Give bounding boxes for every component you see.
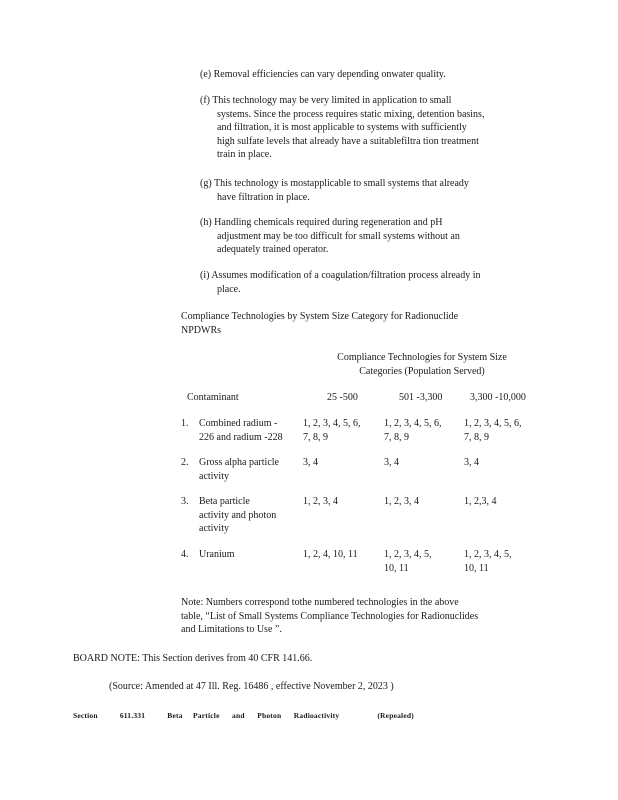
contaminant-name: Gross alpha particle activity bbox=[199, 457, 279, 482]
contaminant-name: Combined radium - 226 and radium -228 bbox=[199, 418, 283, 443]
col-header-25-500: 25 -500 bbox=[327, 392, 358, 403]
cell-3300-10000: 1, 2,3, 4 bbox=[464, 496, 497, 507]
cell-501-3300: 1, 2, 3, 4, 5, 10, 11 bbox=[384, 549, 432, 574]
note-f-line: train in place. bbox=[217, 149, 272, 160]
cell-501-3300: 1, 2, 3, 4 bbox=[384, 496, 419, 507]
col-header-contaminant: Contaminant bbox=[187, 392, 239, 403]
cell-501-3300: 3, 4 bbox=[384, 457, 399, 468]
note-i bbox=[200, 269, 480, 296]
cell-25-500: 1, 2, 3, 4, 5, 6, 7, 8, 9 bbox=[303, 418, 361, 443]
note-g-line: have filtration in place. bbox=[217, 191, 310, 203]
note-f-line: (f) This technology may be very limited in application to small bbox=[200, 95, 452, 106]
note-h-line: (h) Handling chemicals required during regeneration and pH bbox=[200, 217, 443, 228]
cell-3300-10000: 3, 4 bbox=[464, 457, 479, 468]
table-note: Note: Numbers correspond tothe numbered technologies in the above table, “List of Small Systems Compliance Technologies for Radionuclides and Limitations to Use ”. bbox=[181, 597, 479, 635]
section-label: Section bbox=[73, 711, 98, 720]
row-number: 3. bbox=[181, 496, 189, 507]
table-title: Compliance Technologies by System Size Category for Radionuclide NPDWRs bbox=[181, 311, 459, 336]
cell-501-3300: 1, 2, 3, 4, 5, 6, 7, 8, 9 bbox=[384, 418, 442, 443]
board-note: BOARD NOTE: This Section derives from 40 CFR 141.66. bbox=[73, 653, 313, 664]
table-group-header: Compliance Technologies for System Size Categories (Population Served) bbox=[337, 352, 507, 377]
note-f-line: high sulfate levels that already have a suitablefiltra tion treatment bbox=[217, 135, 479, 147]
note-g-line: (g) This technology is mostapplicable to small systems that already bbox=[200, 178, 469, 189]
note-f bbox=[200, 94, 484, 162]
cell-3300-10000: 1, 2, 3, 4, 5, 10, 11 bbox=[464, 549, 512, 574]
note-e: (e) Removal efficiencies can vary depending onwater quality. bbox=[200, 69, 446, 80]
cell-25-500: 1, 2, 3, 4 bbox=[303, 496, 338, 507]
row-number: 4. bbox=[181, 549, 189, 560]
row-number: 2. bbox=[181, 457, 189, 468]
col-header-501-3300: 501 -3,300 bbox=[399, 392, 443, 403]
note-f-line: and filtration, it is most applicable to systems with sufficiently bbox=[217, 122, 467, 133]
note-h-line: adjustment may be too difficult for small systems without an bbox=[217, 230, 460, 242]
row-number: 1. bbox=[181, 418, 189, 429]
cell-25-500: 1, 2, 4, 10, 11 bbox=[303, 549, 358, 560]
note-g bbox=[200, 177, 469, 204]
cell-3300-10000: 1, 2, 3, 4, 5, 6, 7, 8, 9 bbox=[464, 418, 522, 443]
contaminant-name: Beta particle activity and photon activity bbox=[199, 496, 277, 534]
col-header-3300-10000: 3,300 -10,000 bbox=[470, 392, 526, 403]
note-h bbox=[200, 216, 460, 257]
note-i-line: (i) Assumes modification of a coagulation/filtration process already in bbox=[200, 270, 481, 281]
section-title: Beta Particle and Photon Radioactivity bbox=[167, 711, 340, 720]
note-h-line: adequately trained operator. bbox=[217, 244, 329, 255]
section-heading bbox=[73, 709, 414, 723]
note-i-line: place. bbox=[217, 283, 241, 295]
note-f-line: systems. Since the process requires static mixing, detention basins, bbox=[217, 108, 485, 120]
source-note: (Source: Amended at 47 Ill. Reg. 16486 , effective November 2, 2023 ) bbox=[109, 681, 394, 692]
section-status: (Repealed) bbox=[377, 711, 414, 720]
contaminant-name: Uranium bbox=[199, 549, 235, 560]
section-number: 611.331 bbox=[119, 711, 146, 720]
cell-25-500: 3, 4 bbox=[303, 457, 318, 468]
